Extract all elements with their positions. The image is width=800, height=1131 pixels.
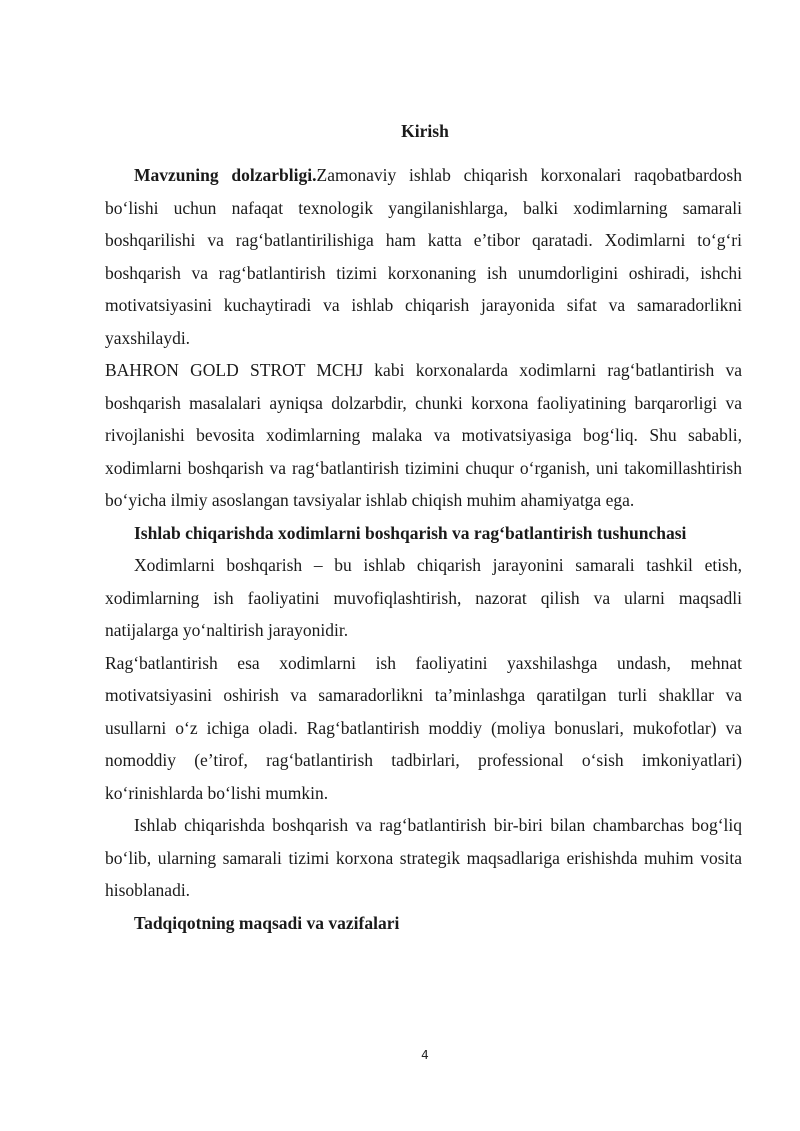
- relevance-lead: Mavzuning dolzarbligi.: [134, 165, 317, 185]
- company-paragraph: BAHRON GOLD STROT MCHJ kabi korxonalarda xodimlarni rag‘batlantirish va boshqarish masalalari ayniqsa dolzarbdir, chunki korxona faoliyatining barqarorligi va rivojlanishi bevosita xodimlarning malaka va motivatsiyasiga bog‘liq. Shu sababli, xodimlarni boshqarish va rag‘batlantirish tizimini chuqur o‘rganish, uni takomillashtirish bo‘yicha ilmiy asoslangan tavsiyalar ishlab chiqish muhim ahamiyatga ega.: [105, 360, 742, 510]
- motivation-paragraph: Rag‘batlantirish esa xodimlarni ish faoliyatini yaxshilashga undash, mehnat motivatsiyasini oshirish va samaradorlikni ta’minlashga qaratilgan turli shakllar va usullarni o‘z ichiga oladi. Rag‘batlantirish moddiy (moliya bonuslari, mukofotlar) va nomoddiy (e’tirof, rag‘batlantirish tadbirlari, professional o‘sish imkoniyatlari) ko‘rinishlarda bo‘lishi mumkin.: [105, 652, 742, 803]
- document-body: [105, 159, 742, 939]
- relevance-text: Zamonaviy ishlab chiqarish korxonalari raqobatbardosh bo‘lishi uchun nafaqat texnologik yangilanishlarga, balki xodimlarning samarali boshqarilishi va rag‘batlantirilishiga ham katta e’tibor qaratadi. Xodimlarni to‘g‘ri boshqarish va rag‘batlantirish tizimi korxonaning ish unumdorligini oshiradi, ishchi motivatsiyasini kuchaytiradi va ishlab chiqarish jarayonida sifat va samaradorlikni yaxshilaydi.: [105, 165, 742, 348]
- relationship-paragraph: Ishlab chiqarishda boshqarish va rag‘batlantirish bir-biri bilan chambarchas bog‘liq bo‘lib, ularning samarali tizimi korxona strategik maqsadlariga erishishda muhim vosita hisoblanadi.: [105, 815, 742, 900]
- relevance-paragraph: [105, 159, 742, 354]
- management-definition-paragraph: Xodimlarni boshqarish – bu ishlab chiqarish jarayonini samarali tashkil etish, xodimlarning ish faoliyatini muvofiqlashtirish, nazorat qilish va ularni maqsadli natijalarga yo‘naltirish jarayonidir.: [105, 555, 742, 640]
- page-title: Kirish: [401, 121, 449, 141]
- concept-heading: Ishlab chiqarishda xodimlarni boshqarish va rag‘batlantirish tushunchasi: [134, 522, 687, 543]
- page-number: 4: [421, 1048, 429, 1062]
- goals-heading: Tadqiqotning maqsadi va vazifalari: [134, 912, 400, 933]
